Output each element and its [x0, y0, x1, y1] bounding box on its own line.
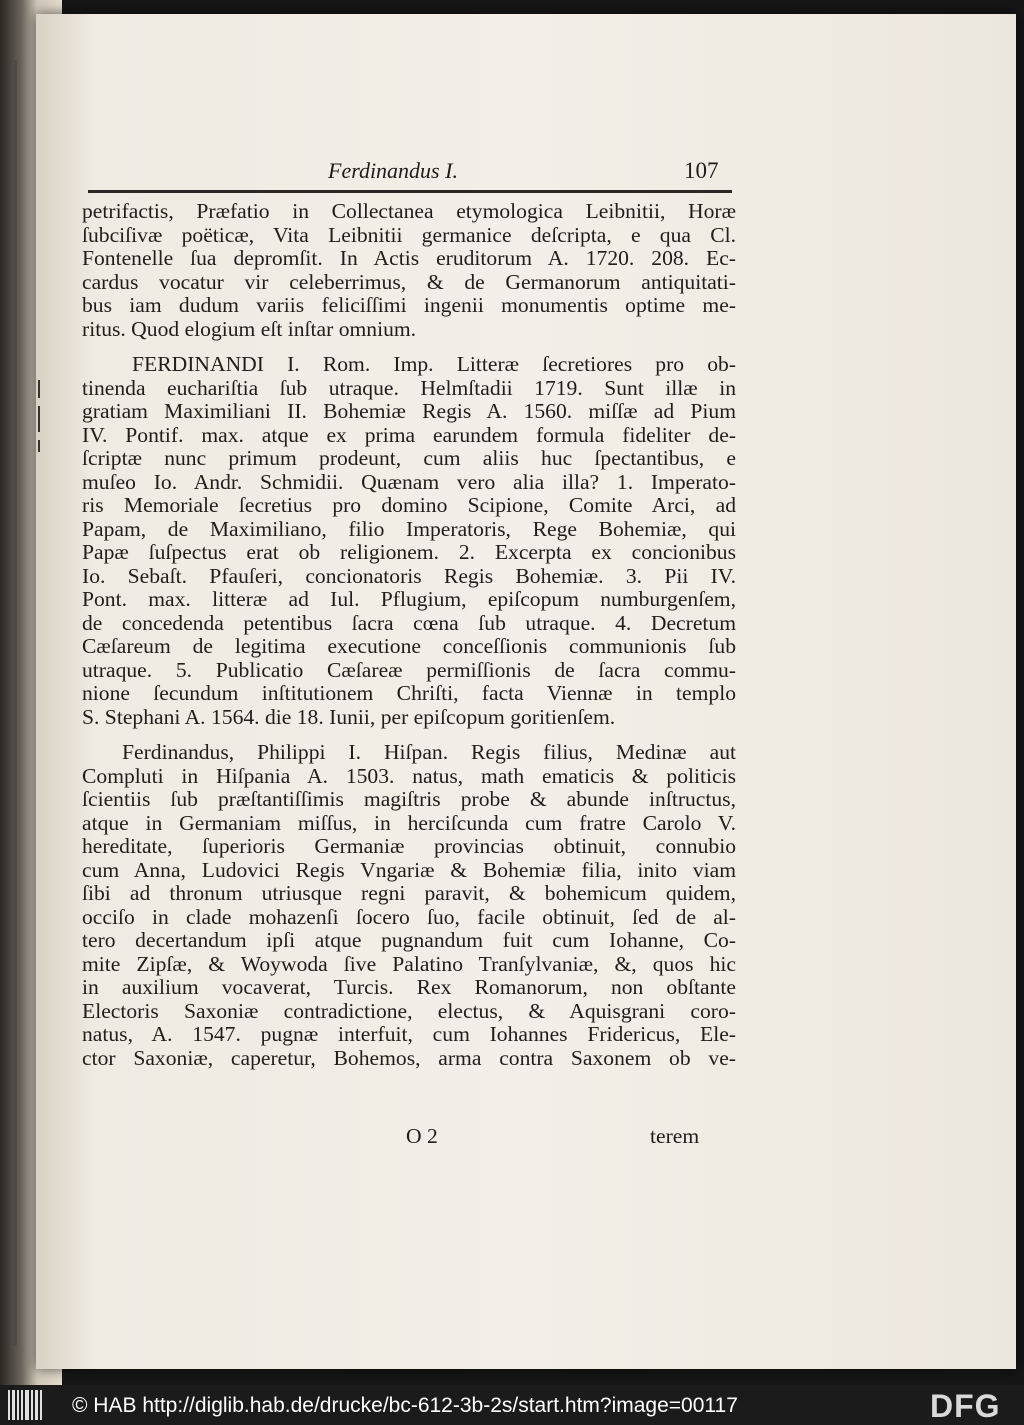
dfg-logo: DFG	[930, 1388, 1001, 1424]
barcode-icon	[8, 1390, 42, 1420]
text-line: cum Anna, Ludovici Regis Vngariæ & Bohemiæ filia, inito viam	[82, 858, 736, 882]
text-line: ris Memoriale ſecretius pro domino Scipione, Comite Arci, ad	[82, 494, 736, 517]
page-number: 107	[684, 158, 719, 183]
text-line: Ferdinandus, Philippi I. Hiſpan. Regis filius, Medinæ aut	[122, 741, 736, 764]
text-line: utraque. 5. Publicatio Cæſareæ permiſſionis de ſacra commu-	[82, 658, 736, 682]
text-line: S. Stephani A. 1564. die 18. Iunii, per epiſcopum goritienſem.	[82, 705, 616, 729]
text-line: ctor Saxoniæ, caperetur, Bohemos, arma contra Saxonem ob ve-	[82, 1046, 736, 1070]
header-rule	[88, 190, 732, 193]
edge-strip	[14, 60, 17, 1345]
text-line: mite Zipſæ, & Woywoda ſive Palatino Tranſylvaniæ, &, quos hic	[82, 952, 736, 976]
text-line: Electoris Saxoniæ contradictione, electus, & Aquisgrani coro-	[82, 999, 736, 1023]
text-line: Cæſareum de legitima executione conceſſionis communionis ſub	[82, 635, 736, 658]
text-line: ſibi ad thronum utriusque regni paravit, & bohemicum quidem,	[82, 882, 736, 905]
source-link[interactable]: © HAB http://diglib.hab.de/drucke/bc-612-3b-2s/start.htm?image=00117	[72, 1394, 738, 1417]
text-line: ſcientiis ſub præſtantiſſimis magiſtris probe & abunde inſtructus,	[82, 788, 736, 811]
text-line: atque in Germaniam miſſus, in herciſcunda cum fratre Carolo V.	[82, 811, 736, 835]
text-line: tero decertandum ipſi atque pugnandum fuit cum Iohanne, Co-	[82, 929, 736, 952]
running-title: Ferdinandus I.	[328, 158, 458, 183]
text-line: hereditate, ſuperioris Germaniæ provincias obtinuit, connubio	[82, 835, 736, 858]
text-line: in auxilium vocaverat, Turcis. Rex Romanorum, non obſtante	[82, 976, 736, 999]
text-line: Papam, de Maximiliano, filio Imperatoris, Rege Bohemiæ, qui	[82, 517, 736, 541]
text-line: Fontenelle ſua depromſit. In Actis eruditorum A. 1720. 208. Ec-	[82, 247, 736, 270]
text-line: IV. Pontif. max. atque ex prima earundem formula fideliter de-	[82, 423, 736, 447]
body-text	[82, 200, 736, 1070]
text-line: cardus vocatur vir celeberrimus, & de Germanorum antiquitati-	[82, 270, 736, 294]
viewer-footer	[0, 1385, 1024, 1425]
text-line: FERDINANDI I. Rom. Imp. Litteræ ſecretiores pro ob-	[132, 353, 736, 376]
text-line: occiſo in clade mohazenſi ſocero ſuo, facile obtinuit, ſed de al-	[82, 905, 736, 929]
text-line: natus, A. 1547. pugnæ interfuit, cum Iohannes Fridericus, Ele-	[82, 1023, 736, 1046]
catchword: terem	[650, 1124, 700, 1148]
text-line: Compluti in Hiſpania A. 1503. natus, math ematicis & politicis	[82, 764, 736, 788]
text-line: bus iam dudum variis feliciſſimi ingenii monumentis optime me-	[82, 294, 736, 317]
text-line: ſubciſivæ poëticæ, Vita Leibnitii germanice deſcripta, e qua Cl.	[82, 223, 736, 247]
text-line: Pont. max. litteræ ad Iul. Pflugium, epiſcopum numburgenſem,	[82, 588, 736, 611]
margin-marks	[38, 380, 46, 460]
signature-mark: O 2	[406, 1124, 438, 1148]
text-line: nione ſecundum inſtitutionem Chriſti, facta Viennæ in templo	[82, 682, 736, 705]
text-line: de concedenda petentibus ſacra cœna ſub utraque. 4. Decretum	[82, 611, 736, 635]
text-line: Io. Sebaſt. Pfauſeri, concionatoris Regis Bohemiæ. 3. Pii IV.	[82, 564, 736, 588]
text-line: petrifactis, Præfatio in Collectanea etymologica Leibnitii, Horæ	[82, 200, 736, 223]
text-line: ritus. Quod elogium eſt inſtar omnium.	[82, 317, 417, 341]
text-line: gratiam Maximiliani II. Bohemiæ Regis A. 1560. miſſæ ad Pium	[82, 400, 736, 423]
text-line: tinenda euchariſtia ſub utraque. Helmſtadii 1719. Sunt illæ in	[82, 376, 736, 400]
text-line: muſeo Io. Andr. Schmidii. Quænam vero alia illa? 1. Imperato-	[82, 470, 736, 494]
text-line: ſcriptæ nunc primum prodeunt, cum aliis huc ſpectantibus, e	[82, 447, 736, 470]
running-head	[0, 158, 1024, 188]
text-line: Papæ ſuſpectus erat ob religionem. 2. Excerpta ex concionibus	[82, 541, 736, 564]
